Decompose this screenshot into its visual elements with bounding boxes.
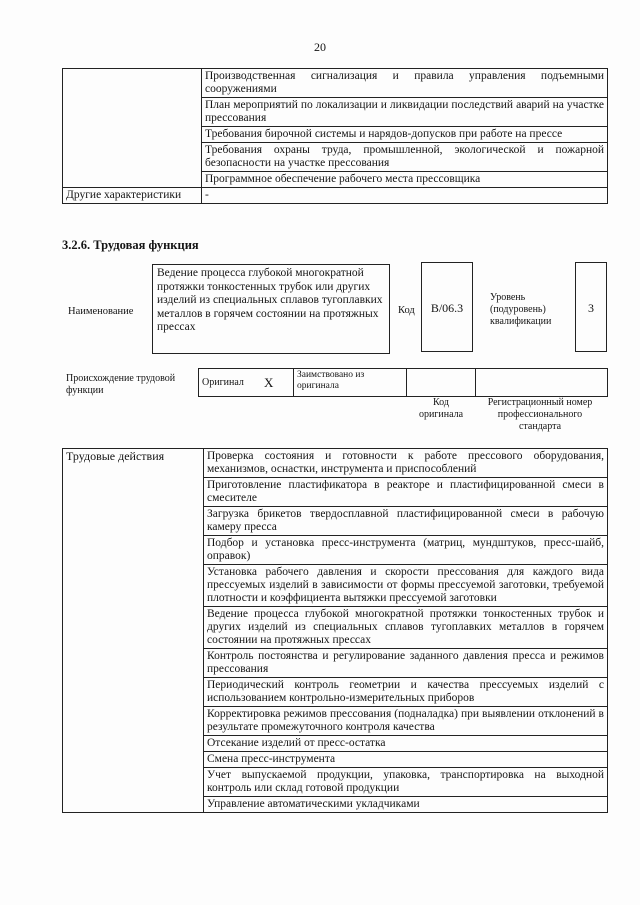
borrowed-label: Заимствовано из оригинала [294, 369, 407, 397]
code-caption: Код оригинала [418, 397, 464, 420]
knowledge-table [62, 68, 608, 204]
knowledge-item: План мероприятий по локализации и ликвидации последствий аварий на участке прессования [202, 98, 608, 127]
knowledge-item: Требования бирочной системы и нарядов-допусков при работе на прессе [202, 127, 608, 143]
code-box [421, 262, 473, 352]
knowledge-item: Программное обеспечение рабочего места прессовщика [202, 172, 608, 188]
labor-actions-table [62, 448, 608, 813]
origin-table [198, 368, 608, 397]
labor-actions-label: Трудовые действия [63, 449, 204, 813]
level-value: 3 [588, 301, 594, 315]
level-box [575, 262, 607, 352]
function-name: Ведение процесса глубокой многократной протяжки тонкостенных трубок или других изделий из специальных сплавов тугоплавких металлов в горячем состоянии на протяжных прессах [157, 267, 383, 333]
section-title: 3.2.6. Трудовая функция [62, 238, 199, 252]
function-name-box [152, 264, 390, 354]
knowledge-label-cell [63, 69, 202, 188]
code-value: B/06.3 [430, 301, 464, 315]
other-characteristics-value: - [202, 188, 608, 204]
level-label: Уровень (подуровень) квалификации [490, 292, 552, 327]
original-mark: X [261, 369, 294, 397]
page-number: 20 [314, 40, 326, 54]
labor-action-item: Загрузка брикетов твердосплавной пластифицированной смеси в рабочую камеру пресса [204, 507, 608, 536]
labor-action-item: Проверка состояния и готовности к работе прессового оборудования, механизмов, оснастки, инструмента и приспособлений [204, 449, 608, 478]
code-label: Код [398, 305, 415, 316]
reg-caption: Регистрационный номер профессионального стандарта [487, 397, 593, 432]
origin-code-cell [407, 369, 476, 397]
origin-reg-cell [476, 369, 608, 397]
labor-action-item: Периодический контроль геометрии и качества прессуемых изделий с использованием контрольно-измерительных приборов [204, 678, 608, 707]
other-characteristics-label: Другие характеристики [63, 188, 202, 204]
labor-action-item: Отсекание изделий от пресс-остатка [204, 736, 608, 752]
knowledge-item: Требования охраны труда, промышленной, экологической и пожарной безопасности на участке прессования [202, 143, 608, 172]
origin-label: Происхождение трудовой функции [66, 373, 176, 396]
labor-action-item: Контроль постоянства и регулирование заданного давления пресса и режимов прессования [204, 649, 608, 678]
labor-action-item: Подбор и установка пресс-инструмента (матриц, мундштуков, пресс-шайб, оправок) [204, 536, 608, 565]
name-label: Наименование [68, 306, 134, 317]
labor-action-item: Учет выпускаемой продукции, упаковка, транспортировка на выходной контроль или склад готовой продукции [204, 768, 608, 797]
labor-action-item: Корректировка режимов прессования (подналадка) при выявлении отклонений в результате промежуточного контроля качества [204, 707, 608, 736]
knowledge-item: Производственная сигнализация и правила управления подъемными сооружениями [202, 69, 608, 98]
labor-action-item: Установка рабочего давления и скорости прессования для каждого вида прессуемых изделий в зависимости от формы прессуемой заготовки, требуемой плотности и коэффициента вытяжки прессуемой заготовки [204, 565, 608, 607]
original-label: Оригинал [199, 369, 262, 397]
labor-action-item: Управление автоматическими укладчиками [204, 797, 608, 813]
labor-action-item: Приготовление пластификатора в реакторе и пластифицированной смеси в смесителе [204, 478, 608, 507]
labor-action-item: Ведение процесса глубокой многократной протяжки тонкостенных трубок и других изделий из специальных сплавов тугоплавких металлов в горячем состоянии на протяжных прессах [204, 607, 608, 649]
labor-action-item: Смена пресс-инструмента [204, 752, 608, 768]
